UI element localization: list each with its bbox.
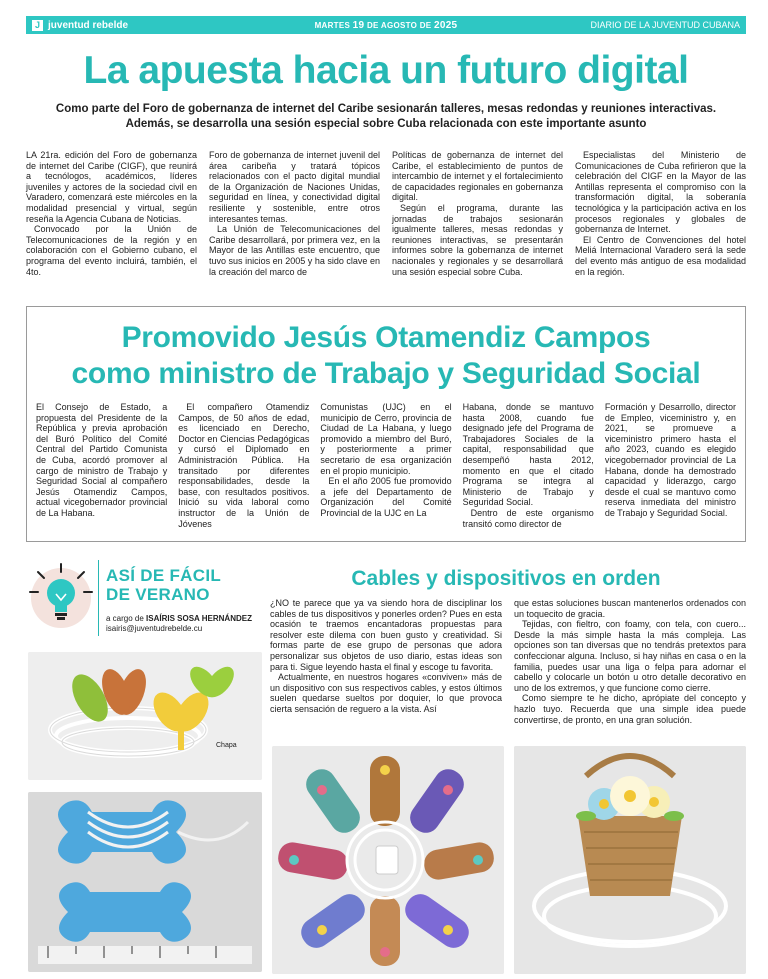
photo-caption: Chapa: [216, 742, 237, 749]
article-1-body: [26, 150, 746, 277]
paragraph: Formación y Desarrollo, director de Empleo, viceministro y, en 2021, se promueve a viceministro primero hasta el año 2023, cuando es elegido vicegobernador provincial de La Habana, donde ha demostrado capacidad y liderazgo, cargo desde el cual se mantuvo como reserva inmediata del ministro de Trabajo y Seguridad Social.: [604, 402, 737, 518]
title-line-2: como ministro de Trabajo y Seguridad Social: [71, 357, 701, 390]
article-2-col-5: [605, 402, 736, 529]
article-1-deck: [26, 102, 746, 132]
bone-organizer-illustration: [28, 792, 262, 972]
article-3-col-1: [270, 598, 502, 725]
paragraph: Tejidas, con fieltro, con foamy, con tela, con cuero... Desde la más simple hasta la más compleja. Las opciones son tan diversas que no tendrás pretextos para confeccionar alguna. Incluso, si hay niñas en casa o en la familia, puedes usar una liga o felpa para adornar el cabello y colocarle un botón u otro detalle decorativo en uno de los extremos, y que funcione como cierre.: [514, 619, 746, 693]
colored-clips-illustration: [272, 746, 504, 974]
paragraph: Políticas de gobernanza de internet del Caribe, el establecimiento de puntos de intercambio de internet y el fortalecimiento de capacidades regionales en gobernanza digital.: [392, 150, 563, 203]
byline-email: isairis@juventudrebelde.cu: [106, 624, 203, 633]
article-1-col-1: [26, 150, 197, 277]
article-2-col-3: [320, 402, 451, 529]
date-weekday: MARTES: [314, 20, 351, 30]
article-3-title: Cables y dispositivos en orden: [351, 567, 661, 590]
section-divider: [98, 560, 99, 636]
deck-line-2: Además, se desarrolla una sesión especial sobre Cuba relacionada con este importante asunto: [125, 118, 647, 130]
crochet-clips-illustration: [28, 652, 262, 780]
paragraph: El compañero Otamendiz Campos, de 50 años de edad, es licenciado en Derecho, Doctor en Ciencias Pedagógicas y cursó el Diplomado en Administración Pública. Ha transitado por diferentes responsabilidades, desde la base, con resultados positivos. Inició su vida laboral como instructor de la Unión de Jóvenes: [178, 402, 310, 529]
article-2-col-2: [178, 402, 309, 529]
photo-bone-organizer: [28, 792, 262, 972]
lightbulb-icon: [26, 560, 96, 630]
logo-icon: J: [32, 20, 43, 31]
paragraph: Foro de gobernanza de internet juvenil del área caribeña y tratará tópicos relacionados con el pacto digital mundial de la Organización de Naciones Unidas, seguridad en línea, y conectividad digital resiliente y sostenible, entre otros interesantes temas.: [209, 150, 380, 224]
article-1-col-4: [575, 150, 746, 277]
article-3-col-2: [514, 598, 746, 725]
deck-line-1: Como parte del Foro de gobernanza de internet del Caribe sesionarán talleres, mesas redondas y reuniones interactivas.: [55, 103, 717, 115]
article-3-body: [270, 598, 746, 725]
article-2-col-4: [463, 402, 594, 529]
paragraph: En el año 2005 fue promovido a jefe del Departamento de Organización del Comité Provincial de la UJC en La: [320, 476, 452, 518]
date-month: DE AGOSTO DE: [366, 20, 432, 30]
paragraph: Habana, donde se mantuvo hasta 2008, cuando fue designado jefe del Programa de Trabajadores Sociales de la capital, responsabilidad que desempeñó hasta 2012, momento en que el citado Programa se integra al Ministerio de Trabajo y Seguridad Social.: [462, 402, 594, 508]
section-title: [106, 566, 221, 604]
article-2-title: [26, 320, 746, 392]
byline-author: ISAÍRIS SOSA HERNÁNDEZ: [146, 614, 252, 623]
article-2-col-1: [36, 402, 167, 529]
logo-text: juventud rebelde: [48, 19, 129, 31]
photo-crochet-clips: [28, 652, 262, 780]
paragraph: Actualmente, en nuestros hogares «conviven» más de un dispositivo con sus respectivos cables, y estos últimos suelen quedarse sueltos por doquier, lo que provoca cierta sensación de reguero a la vista. Así: [270, 672, 502, 714]
flower-basket-illustration: [514, 746, 746, 974]
title-line-1: Promovido Jesús Otamendiz Campos: [121, 321, 651, 354]
photo-flower-basket: [514, 746, 746, 974]
paragraph: Convocado por la Unión de Telecomunicaciones de la región y en colaboración con el Gobierno cubano, el programa del evento incluirá, también, el 4to.: [26, 224, 197, 277]
article-2-body: [36, 402, 736, 529]
section-title-line-2: DE VERANO: [106, 585, 210, 604]
paragraph: LA 21ra. edición del Foro de gobernanza de internet del Caribe (CIGF), que reunirá a tecnólogos, académicos, líderes juveniles y actores de la sociedad civil en Varadero, comenzará este miércoles en la modalidad presencial y virtual, según reseña la Agencia Cubana de Noticias.: [26, 150, 197, 224]
paragraph: Especialistas del Ministerio de Comunicaciones de Cuba refirieron que la celebración del CIGF en la Mayor de las Antillas representa el compromiso con la transformación digital, la soberanía tecnológica y la participación activa en los procesos regionales y globales de gobernanza de Internet.: [575, 150, 746, 235]
paragraph: ¿NO te parece que ya va siendo hora de disciplinar los cables de tus dispositivos y ponerles orden? Pues en esta ocasión te traemos encantadoras propuestas para resolver este dilema con buen gusto y creatividad. Si formas parte de ese grupo de personas que adora personalizar sus objetos de uso diario, estas ideas son para ti. Sigue leyendo hasta el final y escoge tu favorita.: [270, 598, 502, 672]
paragraph: Como siempre te he dicho, aprópiate del concepto y hazlo tuyo. Recuerda que una simple idea puede convertirse, de pronto, en una gran solución.: [514, 693, 746, 725]
paragraph: El Consejo de Estado, a propuesta del Presidente de la República y previa aprobación del Buró Político del Comité Central del Partido Comunista de Cuba, acordó promover al cargo de ministro de Trabajo y Seguridad Social al compañero Jesús Otamendiz Campos, actual vicegobernador provincial de La Habana.: [36, 402, 168, 518]
masthead: [26, 16, 746, 34]
paragraph: que estas soluciones buscan mantenerlos ordenados con un toquecito de gracia.: [514, 598, 746, 619]
date-year: 2025: [433, 19, 458, 31]
article-1-col-2: [209, 150, 380, 277]
byline: [106, 614, 252, 634]
paper-name: DIARIO DE LA JUVENTUD CUBANA: [590, 20, 740, 30]
paragraph: Comunistas (UJC) en el municipio de Cerro, provincia de Ciudad de La Habana, y luego promovido a miembro del Buró, y posteriormente a primer secretario de esa organización en el propio municipio.: [320, 402, 452, 476]
paragraph: El Centro de Convenciones del hotel Meliá Internacional Varadero será la sede del evento más antiguo de esa modalidad en la región.: [575, 234, 746, 277]
issue-date: [272, 20, 500, 31]
article-1-title: La apuesta hacia un futuro digital: [83, 49, 689, 92]
date-day: 19: [352, 19, 365, 31]
byline-prefix: a cargo de: [106, 614, 144, 623]
paragraph: Dentro de este organismo transitó como director de: [462, 507, 594, 529]
photo-colored-clips: [272, 746, 504, 974]
section-title-line-1: ASÍ DE FÁCIL: [106, 566, 222, 585]
paragraph: Según el programa, durante las jornadas de trabajos sesionarán igualmente talleres, mesas redondas y reuniones interactivas, se presentarán informes sobre la gobernanza de internet nacionales y regionales y se desarrollará una sesión especial sobre Cuba.: [392, 202, 563, 277]
article-1-col-3: [392, 150, 563, 277]
logo: [32, 20, 272, 31]
paragraph: La Unión de Telecomunicaciones del Caribe desarrollará, por primera vez, en la Mayor de las Antillas este encuentro, que tuvo sus inicios en 2005 y ha sido clave en la creación del marco de: [209, 224, 380, 277]
